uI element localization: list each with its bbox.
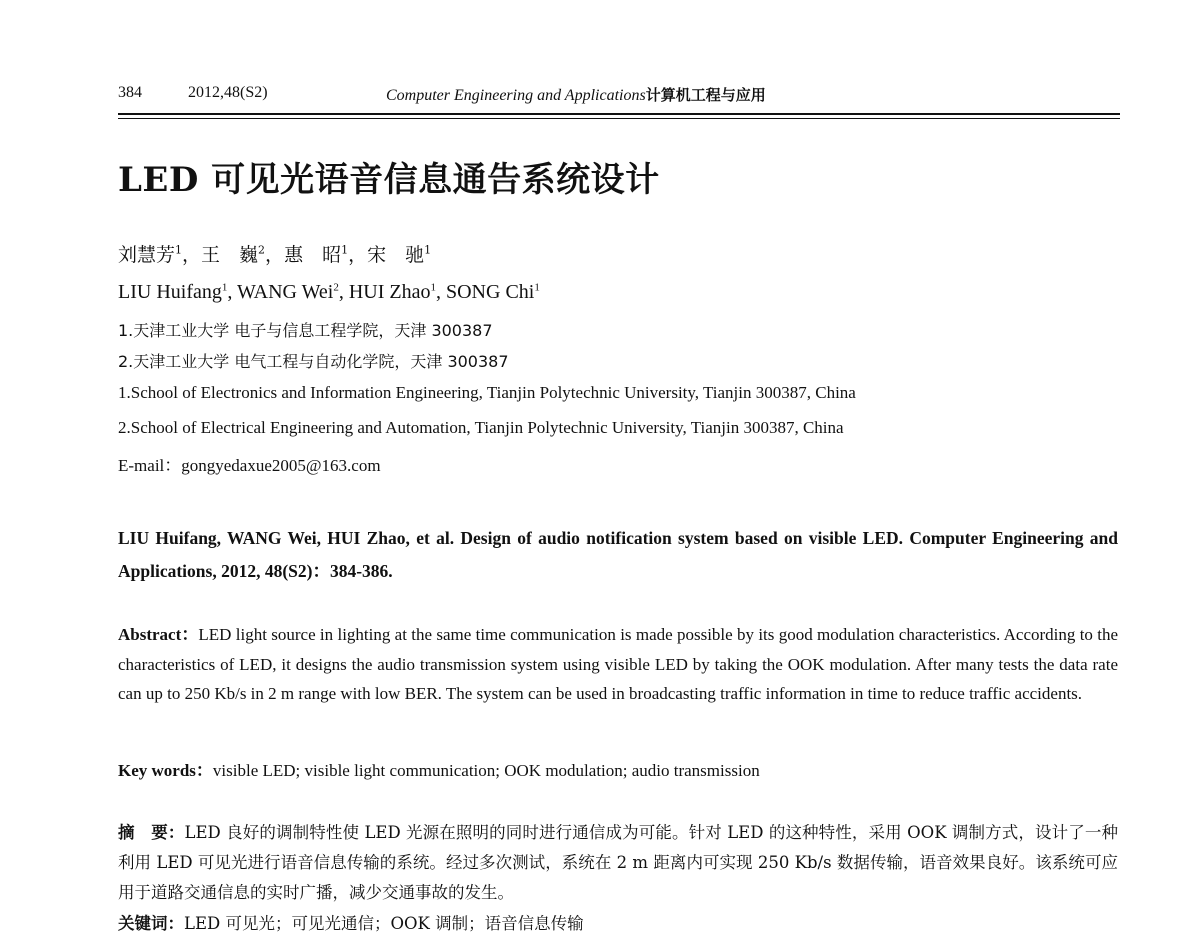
author-en-name: LIU Huifang: [118, 281, 222, 303]
authors-cn: 刘慧芳$^1$，王 巍$^2$，惠 昭$^1$，宋 驰$^1$: [118, 243, 432, 266]
abstract-cn: [118, 818, 1118, 908]
abstract-cn-text: LED 良好的调制特性使 LED 光源在照明的同时进行通信成为可能。针对 LED 的这种特性，采用 OOK 调制方式，设计了一种利用 LED 可见光进行语音信息传输的系统。经过多次测试，系统在 2 m 距离内可实现 250 Kb/s 数据传输，语音效果良好。该系统可应用于道路交通信息的实时广播，减少交通事故的发生。: [118, 823, 1119, 902]
volume-issue: 2012,48(S2): [188, 84, 268, 101]
keywords-cn-label: 关键词：: [118, 914, 184, 933]
author-cn-name: 惠 昭: [284, 244, 342, 266]
author-en-name: HUI Zhao: [348, 281, 431, 303]
keywords-en-label: Key words：: [118, 761, 213, 780]
page-number: 384: [118, 84, 142, 101]
author-cn-sup: 1: [341, 243, 349, 257]
paper-title: LED 可见光语音信息通告系统设计: [118, 160, 660, 200]
journal-name-cn: 计算机工程与应用: [645, 86, 766, 104]
abstract-cn-label: 摘 要：: [118, 823, 185, 842]
author-en-sup: 1: [221, 281, 228, 294]
author-cn-sup: 2: [258, 243, 266, 257]
affiliation-en-1: 1.School of Electronics and Information Engineering, Tianjin Polytechnic University, Tianjin 300387, China: [118, 383, 856, 402]
author-en-name: WANG Wei: [237, 281, 334, 303]
keywords-en-text: visible LED; visible light communication; OOK modulation; audio transmission: [212, 761, 760, 780]
abstract-en-label: Abstract：: [118, 625, 199, 644]
author-cn-sup: 1: [424, 243, 432, 257]
keywords-cn-text: LED 可见光；可见光通信；OOK 调制；语音信息传输: [184, 914, 584, 933]
keywords-cn: [118, 910, 584, 934]
abstract-en: [118, 620, 1118, 709]
author-cn-name: 宋 驰: [367, 244, 425, 266]
authors-en: LIU Huifang$^1$, WANG Wei$^2$, HUI Zhao$^1$, SONG Chi$^1$: [118, 281, 540, 303]
affiliation-cn-2: 2.天津工业大学 电气工程与自动化学院，天津 300387: [118, 352, 509, 371]
abstract-en-text: LED light source in lighting at the same time communication is made possible by its good modulation characteristics. According to the characteristics of LED, it designs the audio transmission system using visible LED by taking the OOK modulation. After many tests the data rate can up to 250 Kb/s in 2 m range with low BER. The system can be used in broadcasting traffic information in time to reduce traffic accidents.: [118, 625, 1118, 703]
citation: LIU Huifang, WANG Wei, HUI Zhao, et al. Design of audio notification system based on visible LED. Computer Engineering and Applications, 2012, 48(S2)：384-386.: [118, 528, 1118, 581]
author-cn-name: 刘慧芳: [118, 244, 176, 266]
author-en-sup: 2: [333, 281, 339, 294]
keywords-en: [118, 756, 760, 781]
author-en-name: SONG Chi: [445, 281, 535, 303]
header-rule-thin: [118, 118, 1120, 119]
author-cn-name: 王 巍: [201, 244, 259, 266]
author-en-sup: 1: [534, 281, 540, 294]
author-cn-sup: 1: [175, 243, 183, 257]
affiliation-cn-1: 1.天津工业大学 电子与信息工程学院，天津 300387: [118, 321, 493, 340]
affiliation-en-2: 2.School of Electrical Engineering and Automation, Tianjin Polytechnic University, Tianjin 300387, China: [118, 418, 844, 437]
header-rule-thick: [118, 113, 1120, 115]
running-header: [118, 84, 1118, 108]
journal-name-en: Computer Engineering and Applications: [386, 87, 646, 104]
journal-name: [386, 84, 766, 105]
email-line: E-mail：gongyedaxue2005@163.com: [118, 456, 381, 475]
author-en-sup: 1: [430, 281, 436, 294]
